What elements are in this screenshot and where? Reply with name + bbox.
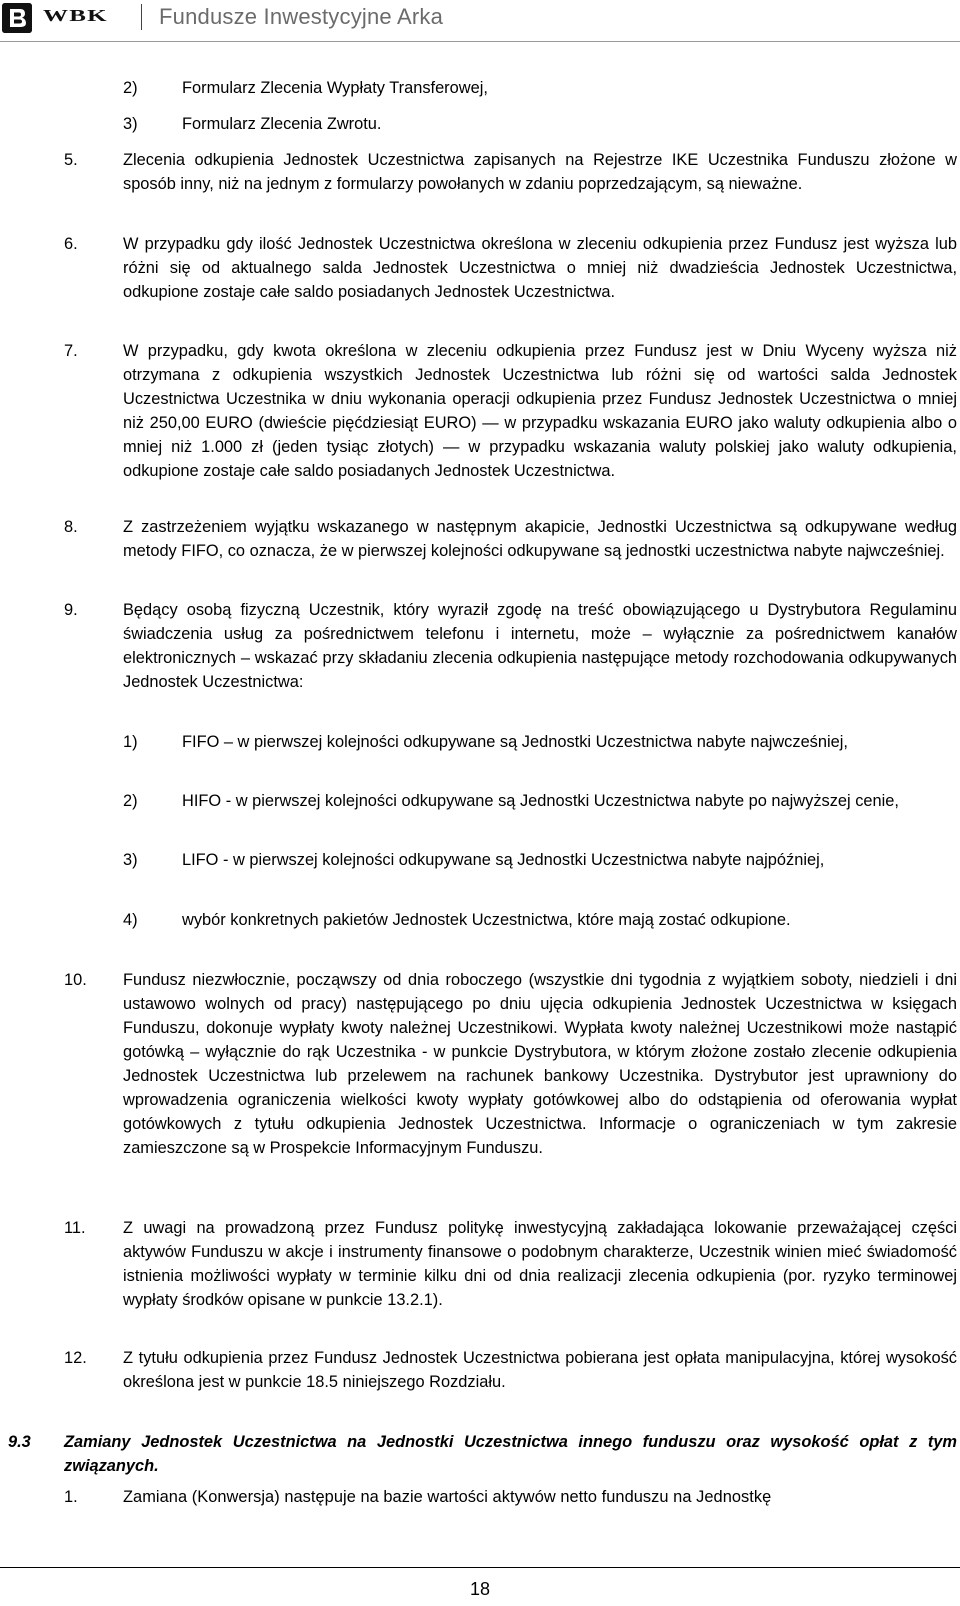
wbk-wordmark-text: WBK: [43, 5, 108, 25]
header-title: Fundusze Inwestycyjne Arka: [159, 4, 444, 29]
item-number: 7.: [64, 342, 78, 360]
item-text: LIFO - w pierwszej kolejności odkupywane są Jednostki Uczestnictwa nabyte najpóźniej,: [182, 851, 825, 869]
item-text: Będący osobą fizyczną Uczestnik, który wyraził zgodę na treść obowiązującego u Dystrybutora Regulaminu świadczenia usług za pośrednictwem telefonu i internetu, może – wyłącznie za pośrednictwem kanałów elektronicznych – wskazać przy składaniu zlecenia odkupienia następujące metody rozchodowania odkupywanych Jednostek Uczestnictwa:: [123, 601, 957, 691]
item-text: Zamiana (Konwersja) następuje na bazie wartości aktywów netto funduszu na Jednostkę: [123, 1488, 772, 1506]
wbk-wordmark: [43, 4, 127, 37]
section-title: Zamiany Jednostek Uczestnictwa na Jednostki Uczestnictwa innego funduszu oraz wysokość opłat z tym związanych.: [64, 1433, 957, 1475]
item-text: Formularz Zlecenia Wypłaty Transferowej,: [182, 79, 488, 97]
bzwbk-logo-icon: [2, 3, 32, 33]
item-number: 6.: [64, 235, 78, 253]
item-number: 3): [123, 115, 138, 133]
item-number: 12.: [64, 1349, 87, 1367]
item-number: 3): [123, 851, 138, 869]
item-number: 2): [123, 79, 138, 97]
item-text: Z tytułu odkupienia przez Fundusz Jednostek Uczestnictwa pobierana jest opłata manipulacyjna, której wysokość określona jest w punkcie 18.5 niniejszego Rozdziału.: [123, 1349, 957, 1391]
item-number: 2): [123, 792, 138, 810]
footer-rule: [0, 1567, 960, 1568]
item-text: Formularz Zlecenia Zwrotu.: [182, 115, 382, 133]
item-text: Zlecenia odkupienia Jednostek Uczestnictwa zapisanych na Rejestrze IKE Uczestnika Funduszu złożone w sposób inny, niż na jednym z formularzy powołanych w zdaniu poprzedzającym, są nieważne.: [123, 151, 957, 193]
item-number: 5.: [64, 151, 78, 169]
section-number: 9.3: [8, 1433, 31, 1451]
item-number: 8.: [64, 518, 78, 536]
item-number: 4): [123, 911, 138, 929]
item-text: Z zastrzeżeniem wyjątku wskazanego w następnym akapicie, Jednostki Uczestnictwa są odkupywane według metody FIFO, co oznacza, że w pierwszej kolejności odkupywane są jednostki uczestnictwa nabyte najwcześniej.: [123, 518, 957, 560]
item-number: 11.: [64, 1219, 86, 1237]
item-text: Fundusz niezwłocznie, począwszy od dnia roboczego (wszystkie dni tygodnia z wyjątkiem soboty, niedzieli i dni ustawowo wolnych od pracy) następującego po dniu ujęcia odkupienia Jednostek Uczestnictwa w księgach Funduszu, dokonuje wypłaty kwoty należnej Uczestnikowi. Wypłata kwoty należnej Uczestnikowi może nastąpić gotówką – wyłącznie do rąk Uczestnika - w punkcie Dystrybutora, w którym złożone zostało zlecenie odkupienia Jednostek Uczestnictwa lub przelewem na rachunek bankowy Uczestnika. Dystrybutor jest uprawniony do wprowadzenia ograniczenia wielkości kwoty wypłaty gotówkowej albo do odstąpienia od oferowania wypłat gotówkowych z tytułu odkupienia Jednostek Uczestnictwa. Informacje o ograniczeniach w tym zakresie zamieszczone są w Prospekcie Informacyjnym Funduszu.: [123, 971, 957, 1157]
item-number: 1.: [64, 1488, 78, 1506]
header-rule: [0, 41, 960, 42]
item-number: 1): [123, 733, 138, 751]
item-number: 10.: [64, 971, 87, 989]
item-text: W przypadku, gdy kwota określona w zleceniu odkupienia przez Fundusz jest w Dniu Wyceny wyższa niż otrzymana z odkupienia wszystkich Jednostek Uczestnictwa lub różni się od wartości salda Jednostek Uczestnictwa Uczestnika w dniu wykonania operacji odkupienia przez Fundusz Jednostek Uczestnictwa o mniej niż 250,00 EURO (dwieście pięćdziesiąt EURO) — w przypadku wskazania EURO jako waluty odkupienia albo o mniej niż 1.000 zł (jeden tysiąc złotych) — w przypadku wskazania waluty polskiej jako waluty odkupienia, odkupione zostaje całe saldo posiadanych Jednostek Uczestnictwa.: [123, 342, 957, 480]
header-separator: [141, 4, 142, 30]
item-text: W przypadku gdy ilość Jednostek Uczestnictwa określona w zleceniu odkupienia przez Fundusz jest wyższa lub różni się od aktualnego salda Jednostek Uczestnictwa o mniej niż dwadzieścia Jednostek Uczestnictwa, odkupione zostaje całe saldo posiadanych Jednostek Uczestnictwa.: [123, 235, 957, 301]
item-text: HIFO - w pierwszej kolejności odkupywane są Jednostki Uczestnictwa nabyte po najwyższej cenie,: [182, 792, 899, 810]
item-text: wybór konkretnych pakietów Jednostek Uczestnictwa, które mają zostać odkupione.: [182, 911, 791, 929]
page-header: [0, 0, 960, 40]
page-number: 18: [469, 1579, 491, 1599]
item-number: 9.: [64, 601, 78, 619]
item-text: FIFO – w pierwszej kolejności odkupywane są Jednostki Uczestnictwa nabyte najwcześniej,: [182, 733, 848, 751]
item-text: Z uwagi na prowadzoną przez Fundusz politykę inwestycyjną zakładająca lokowanie przeważającej części aktywów Funduszu w akcje i instrumenty finansowe o podobnym charakterze, Uczestnik winien mieć świadomość istnienia możliwości wypłaty w terminie kilku dni od dnia realizacji zlecenia odkupienia (por. ryzyko terminowej wypłaty środków opisane w punkcie 13.2.1).: [123, 1219, 957, 1309]
